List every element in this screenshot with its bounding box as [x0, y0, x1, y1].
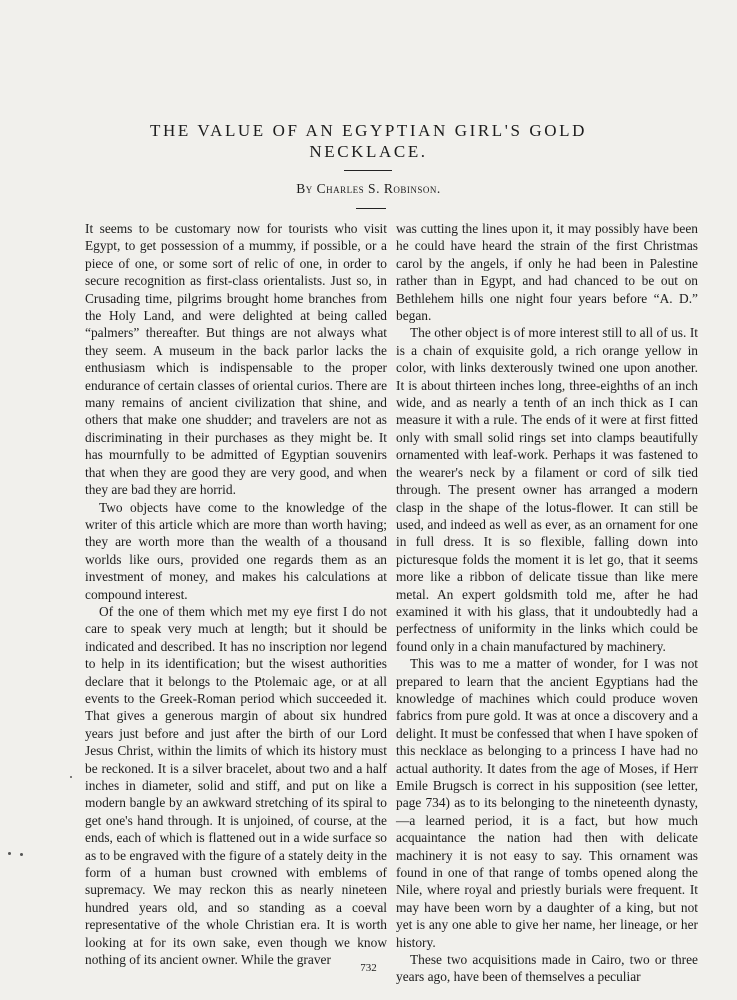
paragraph: The other object is of more interest still to all of us. It is a chain of exquisite gold, a rich orange yellow in color, with links dexterously twined one upon another. It is about thirteen inches long, three-eighths of an inch wide, and as nearly a tenth of an inch thick as I can measure it with a rule. The ends of it were at first fitted only with small solid rings set into clamps beautifully ornamented with leaf-work. Perhaps it was fastened to the wearer's neck by a filament or cord of silk tied through. The present owner has arranged a modern clasp in the shape of the lotus-flower. It can still be used, and indeed as well as ever, as an ornament for one in full dress. It is so flexible, falling down into picturesque folds the moment it is let go, that it seems more like a ribbon of delicate tissue than like mere metal. An expert goldsmith told me, after he had examined it with his glass, that it undoubtedly had a perfectness of uniformity in the links which could be found only in a chain manufactured by machinery.	[396, 325, 698, 654]
paragraph: Two objects have come to the knowledge of the writer of this article which are more than worth having; they are worth more than the wealth of a thousand worlds like ours, provided one regards them as an investment of money, and makes his calculations at compound interest.	[85, 499, 387, 602]
paragraph: This was to me a matter of wonder, for I was not prepared to learn that the ancient Egyptians had the knowledge of machines which could produce woven fabrics from pure gold. It was at once a discovery and a delight. It must be confessed that when I have spoken of this necklace as belonging to a princess I have had no actual authority. It dates from the age of Moses, if Herr Emile Brugsch is correct in his supposition (see letter, page 734) as to its belonging to the nineteenth dynasty,—a learned period, it is a fact, but how much acquaintance the nation had then with delicate machinery it is not easy to say. This ornament was found in one of that range of tombs opened along the Nile, where royal and priestly burials were frequent. It may have been worn by a daughter of a king, but not yet is any one able to give her name, her lineage, or her history.	[396, 656, 698, 950]
article-title: THE VALUE OF AN EGYPTIAN GIRL'S GOLD NECKLACE.	[150, 121, 587, 161]
paragraph: It seems to be customary now for tourists who visit Egypt, to get possession of a mummy, if possible, or a piece of one, or some sort of relic of one, in order to secure recognition as first-class orientalists. Just so, in Crusading time, pilgrims brought home branches from the Holy Land, and were delighted at being called “palmers” thereafter. But things are not always what they seem. A museum in the back parlor lacks the enthusiasm which is indispensable to the proper endurance of certain classes of oriental curios. There are many remains of ancient civilization that shine, and others that make one shudder; and travelers are not as discriminating in their purchases as they might be. It has mournfully to be admitted of Egyptian souvenirs that when they are good they are very good, and when they are bad they are horrid.	[85, 221, 388, 498]
right-column	[396, 220, 698, 986]
paragraph: was cutting the lines upon it, it may possibly have been he could have heard the strain of the first Christmas carol by the angels, if only he had been in Palestine rather than in Egypt, and had chanced to be out on Bethlehem hills one night four years before “A. D.” began.	[396, 221, 698, 324]
title-rule	[344, 170, 392, 171]
left-column	[85, 220, 387, 968]
article-byline: By Charles S. Robinson.	[296, 181, 441, 196]
paragraph: Of the one of them which met my eye first I do not care to speak very much at length; but it should be indicated and described. It has no inscription nor legend to help in its identification; but the wisest authorities declare that it belongs to the Ptolemaic age, or at all events to the Greek-Roman period which succeeded it. That gives a generous margin of about six hundred years just before and just after the birth of our Lord Jesus Christ, within the limits of which its history must be reckoned. It is a silver bracelet, about two and a half inches in diameter, solid and stiff, and put on like a modern bangle by an awkward stretching of its spiral to get one's hand through. It is unjoined, of course, at the ends, each of which is flattened out in a wide surface so as to be engraved with the figure of a stately deity in the form of a human bust crowned with emblems of supremacy. We may reckon this as nearly nineteen hundred years old, and so standing as a coeval representative of the whole Christian era. It is worth looking at for its own sake, even though we know nothing of its ancient owner. While the graver	[85, 603, 387, 968]
paragraph: These two acquisitions made in Cairo, two or three years ago, have been of themselves a peculiar	[396, 952, 698, 985]
byline-rule	[356, 208, 386, 209]
page-number: 732	[360, 962, 377, 974]
